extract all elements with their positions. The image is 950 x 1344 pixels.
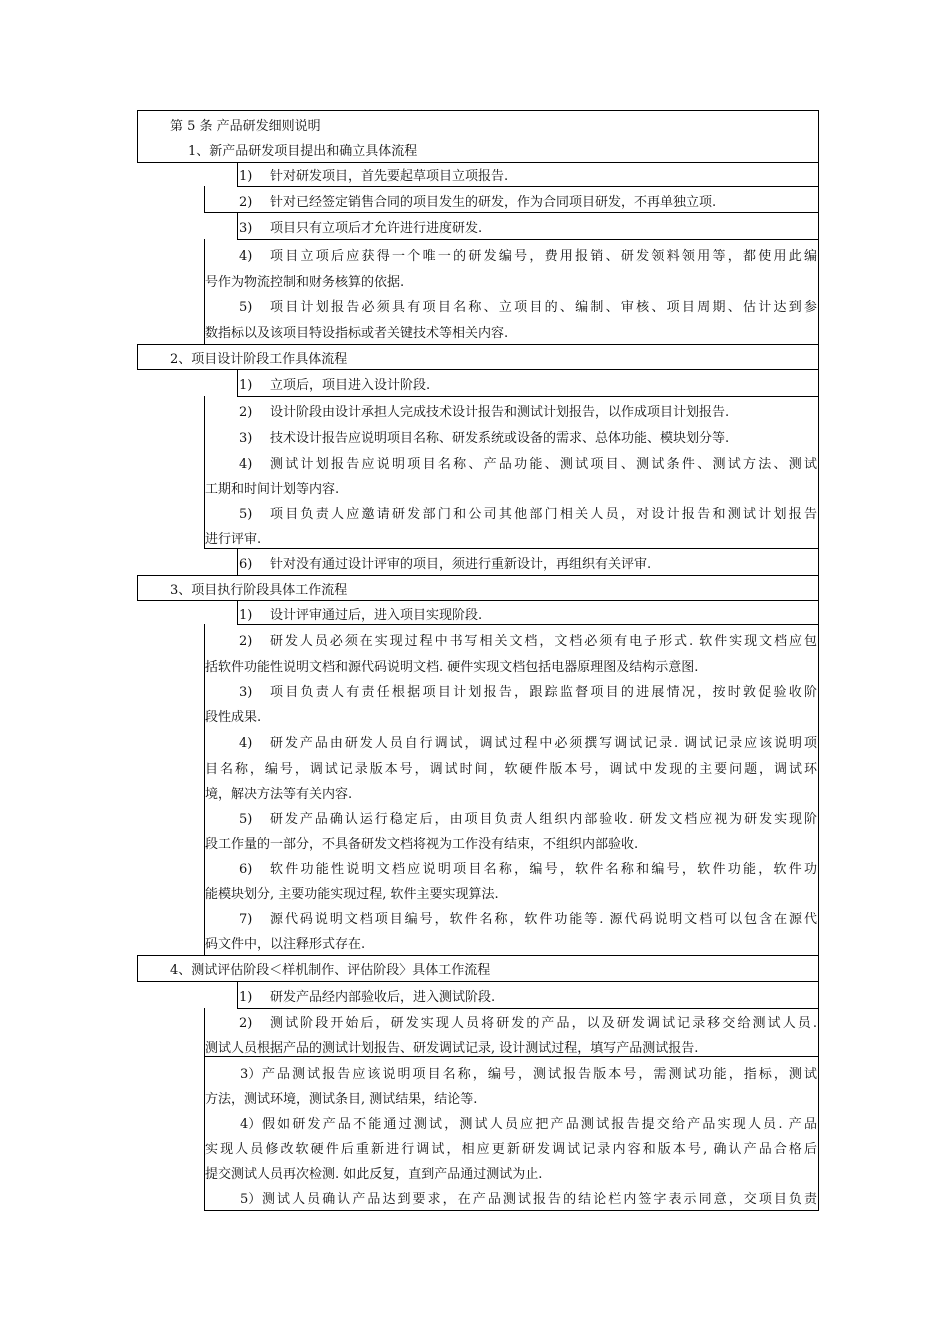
article-title: 第 5 条 产品研发细则说明 bbox=[170, 119, 321, 134]
step-text: 假如研发产品不能通过测试，测试人员应把产品测试报告提交给产品实现人员. 产品 bbox=[262, 1117, 817, 1132]
step-text: 能模块划分, 主要功能实现过程, 软件主要实现算法. bbox=[205, 887, 499, 902]
step-text: 境，解决方法等有关内容. bbox=[205, 787, 353, 802]
step-text: 设计评审通过后，进入项目实现阶段. bbox=[270, 608, 483, 623]
step-text: 段性成果. bbox=[205, 710, 262, 725]
step-number: 2) bbox=[239, 405, 253, 420]
step-number: 4) bbox=[239, 249, 253, 264]
step-number: 2) bbox=[239, 1016, 253, 1031]
step-text: 针对研发项目，首先要起草项目立项报告. bbox=[270, 169, 509, 184]
step-number: 3) bbox=[239, 431, 253, 446]
step-number: 3) bbox=[239, 221, 253, 236]
step-text: 实现人员修改软硬件后重新进行调试，相应更新研发调试记录内容和版本号, 确认产品合格后 bbox=[205, 1142, 817, 1157]
step-text: 目名称，编号，调试记录版本号，调试时间，软硬件版本号，调试中发现的主要问题，调试环 bbox=[205, 762, 817, 777]
step-number: 6) bbox=[239, 862, 253, 877]
step-text: 提交测试人员再次检测. 如此反复，直到产品通过测试为止. bbox=[205, 1167, 543, 1182]
step-text: 项目立项后应获得一个唯一的研发编号，费用报销、研发领料领用等，都使用此编 bbox=[270, 249, 817, 264]
step-number: 1) bbox=[239, 378, 253, 393]
step-number: 5) bbox=[239, 812, 253, 827]
step-number: 4) bbox=[239, 457, 253, 472]
step-text: 号作为物流控制和财务核算的依据. bbox=[205, 275, 405, 290]
step-text: 进行评审. bbox=[205, 532, 262, 547]
step-text: 工期和时间计划等内容. bbox=[205, 482, 340, 497]
step-number: 4） bbox=[240, 1117, 262, 1132]
step-text: 项目计划报告必须具有项目名称、立项目的、编制、审核、项目周期、估计达到参 bbox=[270, 300, 817, 315]
step-text: 方法，测试环境，测试条目, 测试结果，结论等. bbox=[205, 1092, 478, 1107]
step-number: 5） bbox=[240, 1192, 262, 1207]
step-number: 4) bbox=[239, 736, 253, 751]
step-text: 软件功能性说明文档应说明项目名称，编号，软件名称和编号，软件功能，软件功 bbox=[270, 862, 817, 877]
step-text: 设计阶段由设计承担人完成技术设计报告和测试计划报告，以作成项目计划报告. bbox=[270, 405, 730, 420]
step-text: 针对没有通过设计评审的项目，须进行重新设计，再组织有关评审. bbox=[270, 557, 652, 572]
step-number: 2) bbox=[239, 634, 253, 649]
step-text: 测试人员根据产品的测试计划报告、研发调试记录, 设计测试过程，填写产品测试报告. bbox=[205, 1041, 699, 1056]
step-text: 立项后，项目进入设计阶段. bbox=[270, 378, 431, 393]
step-text: 测试阶段开始后，研发实现人员将研发的产品，以及研发调试记录移交给测试人员. bbox=[270, 1016, 817, 1031]
section-heading: 1、新产品研发项目提出和确立具体流程 bbox=[188, 144, 418, 159]
step-number: 5) bbox=[239, 507, 253, 522]
step-number: 2) bbox=[239, 195, 253, 210]
section-heading: 4、测试评估阶段＜样机制作、评估阶段〉具体工作流程 bbox=[170, 963, 491, 978]
step-number: 6) bbox=[239, 557, 253, 572]
step-text: 括软件功能性说明文档和源代码说明文档. 硬件实现文档包括电器原理图及结构示意图. bbox=[205, 660, 699, 675]
step-text: 研发产品由研发人员自行调试，调试过程中必须撰写调试记录. 调试记录应该说明项 bbox=[270, 736, 817, 751]
step-text: 产品测试报告应该说明项目名称，编号，测试报告版本号，需测试功能，指标，测试 bbox=[262, 1067, 817, 1082]
step-text: 测试计划报告应说明项目名称、产品功能、测试项目、测试条件、测试方法、测试 bbox=[270, 457, 817, 472]
step-number: 7) bbox=[239, 912, 253, 927]
step-number: 3) bbox=[239, 685, 253, 700]
step-text: 针对已经签定销售合同的项目发生的研发，作为合同项目研发，不再单独立项. bbox=[270, 195, 717, 210]
step-text: 研发产品经内部验收后，进入测试阶段. bbox=[270, 990, 496, 1005]
step-number: 1) bbox=[239, 608, 253, 623]
step-text: 研发产品确认运行稳定后，由项目负责人组织内部验收. 研发文档应视为研发实现阶 bbox=[270, 812, 817, 827]
step-number: 1) bbox=[239, 990, 253, 1005]
step-text: 研发人员必须在实现过程中书写相关文档，文档必须有电子形式. 软件实现文档应包 bbox=[270, 634, 817, 649]
step-number: 1) bbox=[239, 169, 253, 184]
step-text: 码文件中，以注释形式存在. bbox=[205, 937, 366, 952]
step-text: 源代码说明文档项目编号，软件名称，软件功能等. 源代码说明文档可以包含在源代 bbox=[270, 912, 817, 927]
step-text: 项目负责人应邀请研发部门和公司其他部门相关人员，对设计报告和测试计划报告 bbox=[270, 507, 817, 522]
step-text: 测试人员确认产品达到要求，在产品测试报告的结论栏内签字表示同意，交项目负责 bbox=[262, 1192, 817, 1207]
step-text: 段工作量的一部分，不具备研发文档将视为工作没有结束，不组织内部验收. bbox=[205, 837, 639, 852]
step-text: 数指标以及该项目特设指标或者关键技术等相关内容. bbox=[205, 326, 509, 341]
step-text: 技术设计报告应说明项目名称、研发系统或设备的需求、总体功能、模块划分等. bbox=[270, 431, 730, 446]
step-number: 3） bbox=[240, 1067, 262, 1082]
step-number: 5) bbox=[239, 300, 253, 315]
step-text: 项目只有立项后才允许进行进度研发. bbox=[270, 221, 483, 236]
section-heading: 2、项目设计阶段工作具体流程 bbox=[170, 352, 348, 367]
step-text: 项目负责人有责任根据项目计划报告，跟踪监督项目的进展情况，按时敦促验收阶 bbox=[270, 685, 817, 700]
section-heading: 3、项目执行阶段具体工作流程 bbox=[170, 583, 348, 598]
